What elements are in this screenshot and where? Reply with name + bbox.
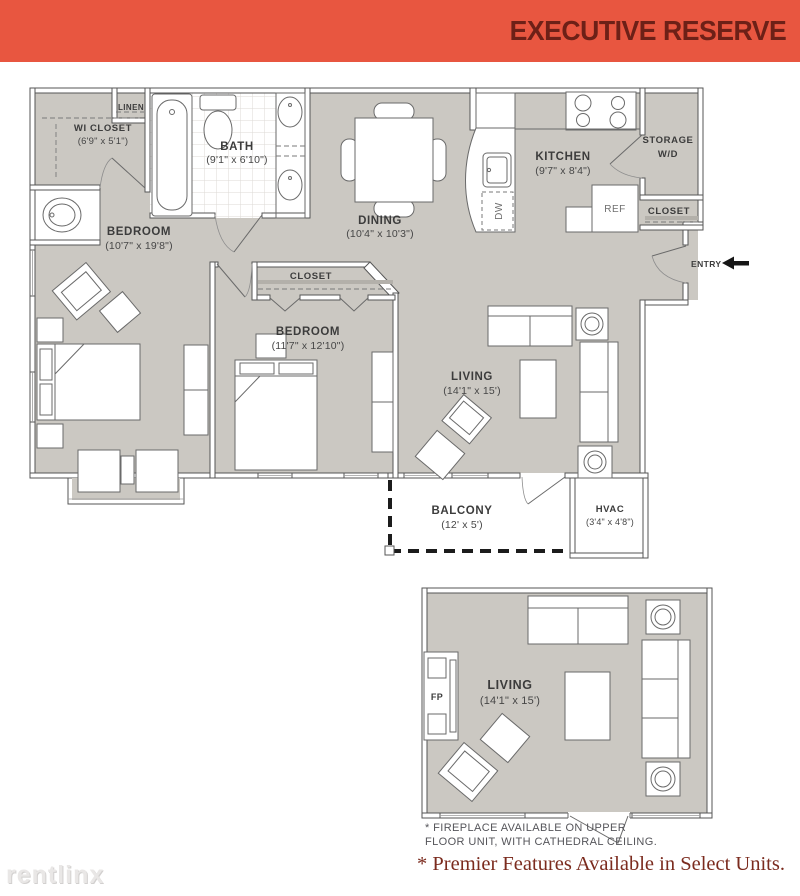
fireplace-label: FP bbox=[430, 692, 444, 702]
room-dims-kitchen: (9'7" x 8'4") bbox=[535, 165, 591, 177]
coffee-table bbox=[520, 360, 556, 418]
hvac-floor bbox=[575, 478, 643, 553]
room-label-wi-closet: WI CLOSET bbox=[73, 123, 133, 134]
room-label-dining: DINING bbox=[358, 215, 402, 227]
rentlinx-watermark: rentlinx bbox=[6, 861, 105, 889]
header-bar bbox=[0, 0, 800, 62]
dishwasher-label: DW bbox=[494, 202, 505, 220]
room-dims-bedroom1: (10'7" x 19'8") bbox=[105, 240, 173, 252]
premier-floor-plan bbox=[422, 588, 712, 843]
room-label-entry-closet: CLOSET bbox=[647, 206, 691, 217]
bed2-mattress bbox=[235, 376, 317, 470]
balcony-outline bbox=[385, 480, 570, 555]
room-dims-bedroom2: (11'7" x 12'10") bbox=[271, 340, 345, 352]
room-label-bedroom2-closet: CLOSET bbox=[289, 271, 333, 282]
room-label-bedroom2: BEDROOM bbox=[275, 326, 341, 338]
dining-table-set bbox=[341, 103, 446, 217]
room-label-storage: STORAGE bbox=[642, 135, 694, 146]
main-floor-plan bbox=[30, 88, 749, 558]
room-dims-dining: (10'4" x 10'3") bbox=[346, 228, 414, 240]
plan-title: EXECUTIVE RESERVE bbox=[509, 15, 786, 46]
premier-loveseat bbox=[642, 640, 690, 758]
room-dims-wi-closet: (6'9" x 5'1") bbox=[77, 136, 129, 147]
room-label-bath: BATH bbox=[220, 141, 254, 153]
room-label-balcony: BALCONY bbox=[431, 505, 493, 517]
premier-room-label-living: LIVING bbox=[487, 678, 533, 692]
room-label-kitchen: KITCHEN bbox=[535, 151, 591, 163]
room-label-entry: ENTRY bbox=[691, 259, 722, 269]
premier-room-dims-living: (14'1" x 15') bbox=[479, 695, 541, 707]
room-dims-bath: (9'1" x 6'10") bbox=[206, 154, 268, 166]
fireplace-footnote-line2: FLOOR UNIT, WITH CATHEDRAL CEILING. bbox=[425, 836, 658, 848]
room-dims-balcony: (12' x 5') bbox=[441, 519, 483, 531]
entry-arrow-icon bbox=[722, 257, 749, 270]
bedroom1-sink-icon bbox=[43, 198, 81, 232]
premier-coffee-table bbox=[565, 672, 610, 740]
room-label-linen: LINEN bbox=[118, 103, 144, 112]
room-dims-hvac: (3'4" x 4'8") bbox=[586, 517, 634, 527]
room-label-living: LIVING bbox=[451, 371, 493, 383]
premier-door-opening bbox=[568, 812, 630, 819]
room-label-hvac: HVAC bbox=[595, 504, 625, 515]
room-dims-living: (14'1" x 15') bbox=[443, 385, 501, 397]
bed1-mattress bbox=[55, 344, 140, 420]
fireplace-footnote bbox=[425, 821, 657, 849]
fireplace-footnote-line1: * FIREPLACE AVAILABLE ON UPPER bbox=[425, 822, 627, 834]
premier-features-note: * Premier Features Available in Select Units. bbox=[417, 853, 785, 875]
refrigerator-label: REF bbox=[604, 204, 626, 215]
bathtub-icon bbox=[152, 94, 192, 216]
room-label-bedroom1: BEDROOM bbox=[106, 226, 172, 238]
room-label-storage-wd: W/D bbox=[657, 149, 679, 160]
